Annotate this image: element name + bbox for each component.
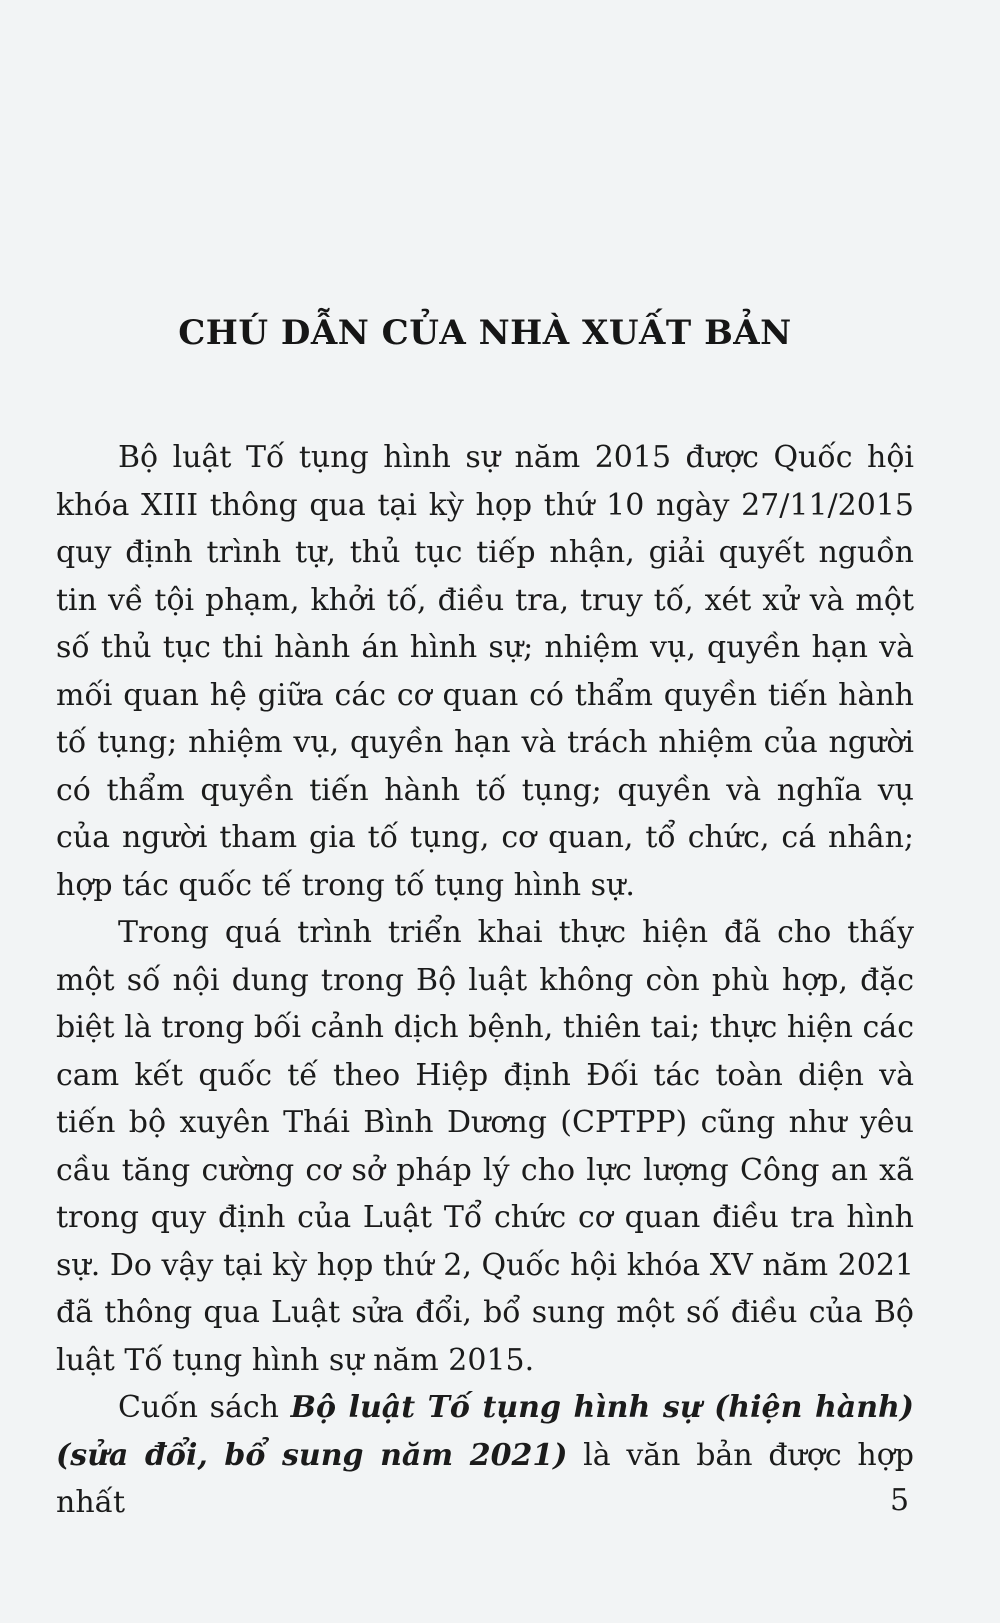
page-title: CHÚ DẪN CỦA NHÀ XUẤT BẢN xyxy=(178,312,792,353)
paragraph-1: Bộ luật Tố tụng hình sự năm 2015 được Quốc hội khóa XIII thông qua tại kỳ họp thứ 10 ngày 27/11/2015 quy định trình tự, thủ tục tiếp nhận, giải quyết nguồn tin về tội phạm, khởi tố, điều tra, truy tố, xét xử và một số thủ tục thi hành án hình sự; nhiệm vụ, quyền hạn và mối quan hệ giữa các cơ quan có thẩm quyền tiến hành tố tụng; nhiệm vụ, quyền hạn và trách nhiệm của người có thẩm quyền tiến hành tố tụng; quyền và nghĩa vụ của người tham gia tố tụng, cơ quan, tổ chức, cá nhân; hợp tác quốc tế trong tố tụng hình sự. xyxy=(56,440,914,903)
paragraph-3 xyxy=(56,1384,914,1527)
show-through-text xyxy=(60,105,900,297)
page-number: 5 xyxy=(890,1483,910,1518)
document-body xyxy=(56,434,914,1527)
paragraph-3-lead: Cuốn sách xyxy=(118,1390,291,1425)
book-title: Bộ luật Tố tụng hình sự (hiện hành) (sửa đổi, bổ sung năm 2021) xyxy=(56,1390,915,1473)
paragraph-2: Trong quá trình triển khai thực hiện đã cho thấy một số nội dung trong Bộ luật không còn phù hợp, đặc biệt là trong bối cảnh dịch bệnh, thiên tai; thực hiện các cam kết quốc tế theo Hiệp định Đối tác toàn diện và tiến bộ xuyên Thái Bình Dương (CPTPP) cũng như yêu cầu tăng cường cơ sở pháp lý cho lực lượng Công an xã trong quy định của Luật Tổ chức cơ quan điều tra hình sự. Do vậy tại kỳ họp thứ 2, Quốc hội khóa XV năm 2021 đã thông qua Luật sửa đổi, bổ sung một số điều của Bộ luật Tố tụng hình sự năm 2015. xyxy=(56,915,914,1378)
paragraph-3-tail: là văn bản được hợp nhất xyxy=(56,1437,915,1520)
